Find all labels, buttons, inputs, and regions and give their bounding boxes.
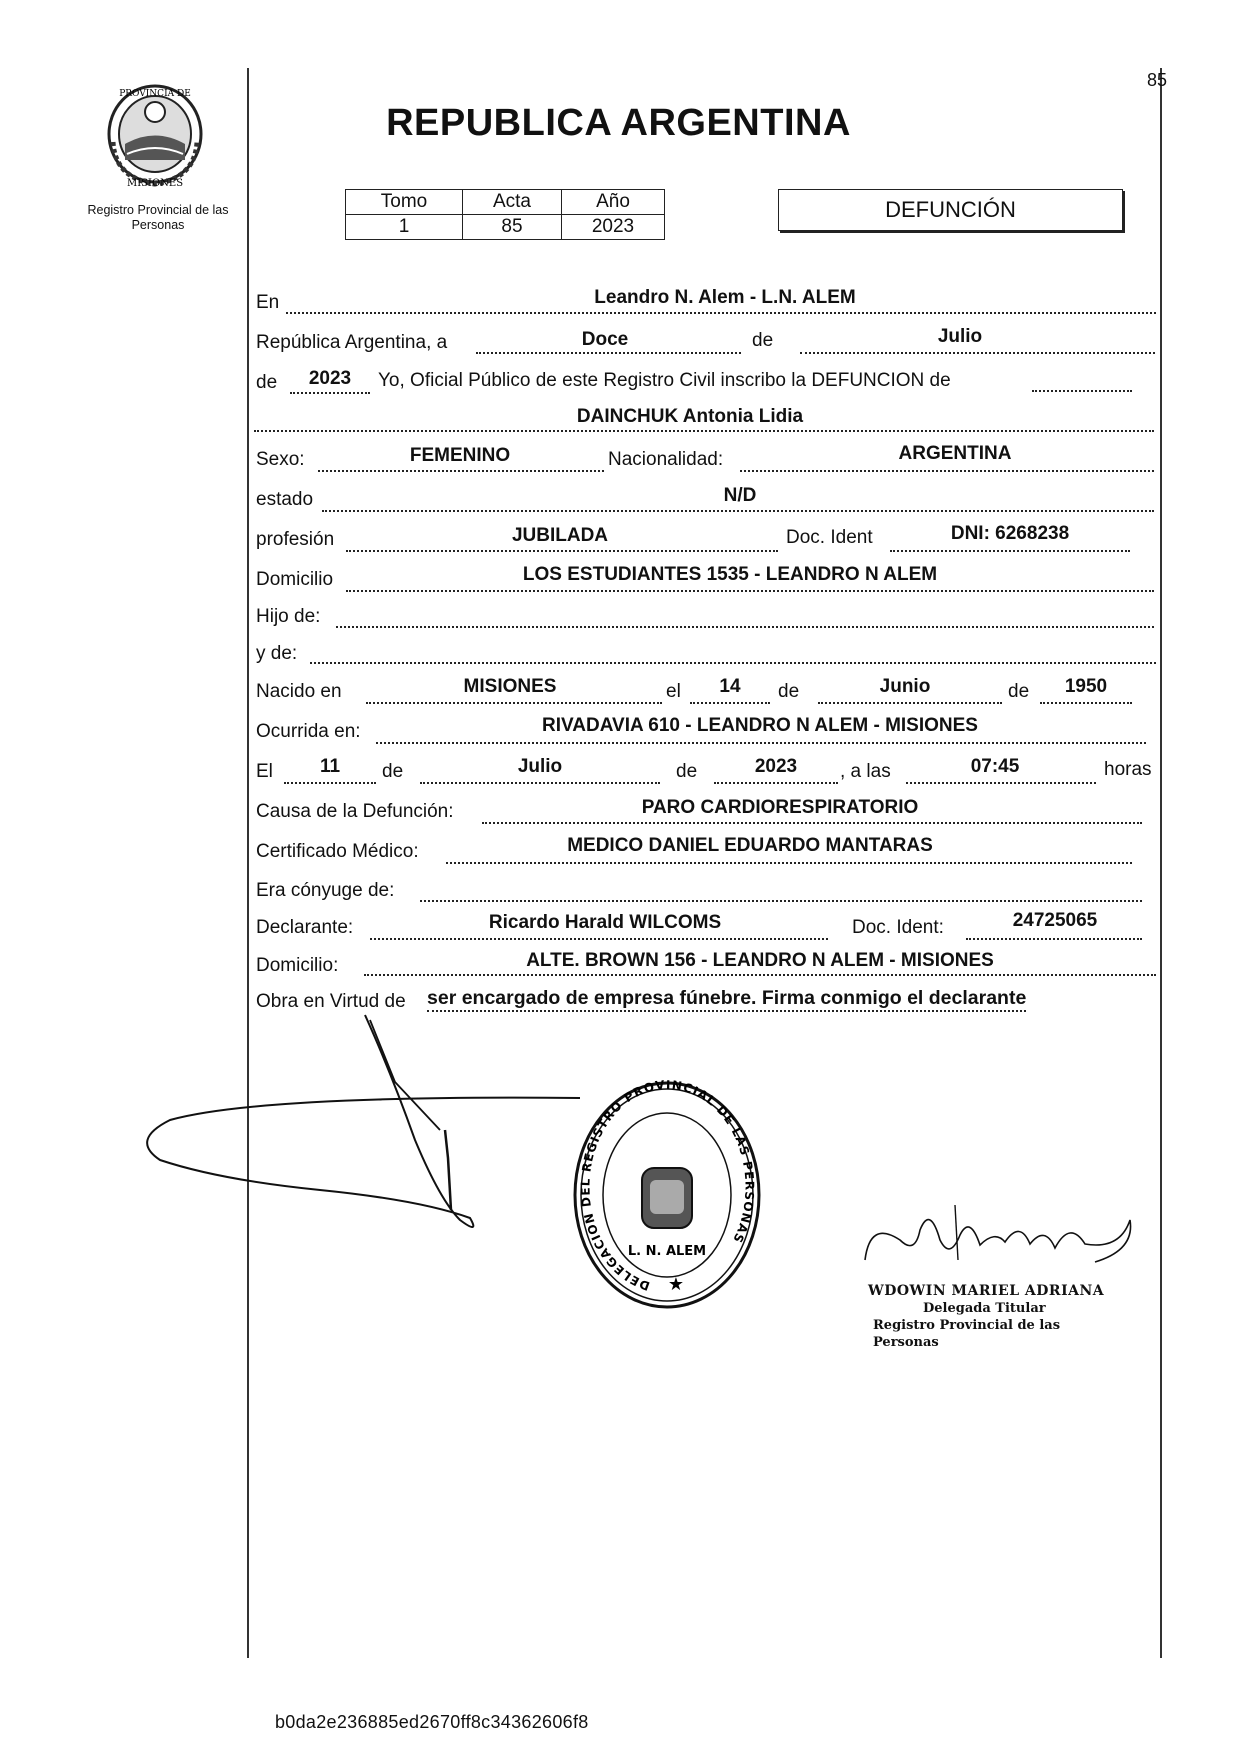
line-en	[286, 312, 1156, 314]
value-declarante: Ricardo Harald WILCOMS	[488, 912, 722, 933]
line-nombre-start	[1032, 390, 1132, 392]
line-dia	[476, 352, 741, 354]
record-type-box: DEFUNCIÓN	[778, 189, 1123, 231]
line-estado	[322, 510, 1154, 512]
line-mes	[800, 352, 1155, 354]
registry-name: Registro Provincial de las Personas	[87, 203, 229, 232]
value-def-mes: Julio	[517, 756, 563, 777]
line-causa	[482, 822, 1142, 824]
label-de-5: de	[382, 761, 404, 782]
value-declarante-domicilio: ALTE. BROWN 156 - LEANDRO N ALEM - MISIONES	[526, 950, 994, 971]
value-domicilio: LOS ESTUDIANTES 1535 - LEANDRO N ALEM	[522, 564, 938, 585]
value-doc: DNI: 6268238	[950, 523, 1070, 544]
value-nombre: DAINCHUK Antonia Lidia	[576, 406, 804, 427]
page-title: REPUBLICA ARGENTINA	[386, 102, 851, 144]
line-domicilio-declarante	[364, 974, 1156, 976]
label-doc-ident-declarante: Doc. Ident:	[852, 917, 944, 938]
value-def-hora: 07:45	[970, 756, 1020, 777]
label-certificado: Certificado Médico:	[256, 841, 419, 862]
label-yo-oficial: Yo, Oficial Público de este Registro Civil inscribo la DEFUNCION de	[378, 370, 951, 391]
line-nacido-en	[366, 702, 662, 704]
label-nacionalidad: Nacionalidad:	[608, 449, 724, 470]
value-anio: 2023	[308, 368, 352, 389]
line-nac-mes	[818, 702, 1002, 704]
label-estado: estado	[256, 489, 314, 510]
line-nac-anio	[1040, 702, 1132, 704]
value-anio: 2023	[562, 215, 665, 240]
officer-signature-block	[868, 1283, 1128, 1351]
label-domicilio: Domicilio	[256, 569, 334, 590]
line-certificado	[446, 862, 1132, 864]
line-sexo	[318, 470, 604, 472]
label-el-cap: El	[256, 761, 273, 782]
label-ocurrida-en: Ocurrida en:	[256, 721, 361, 742]
value-def-dia: 11	[319, 756, 341, 777]
delegation-stamp	[572, 1077, 762, 1310]
value-acta: 85	[463, 215, 562, 240]
value-mes: Julio	[937, 326, 983, 347]
value-nac-dia: 14	[719, 676, 741, 697]
line-nombre	[254, 430, 1154, 432]
label-sexo: Sexo:	[256, 449, 305, 470]
line-nacionalidad	[740, 470, 1154, 472]
label-republica: República Argentina, a	[256, 332, 448, 353]
left-margin-line	[247, 68, 249, 1658]
line-def-dia	[284, 782, 376, 784]
line-declarante-doc	[966, 938, 1142, 940]
label-de-3: de	[778, 681, 800, 702]
value-tomo: 1	[346, 215, 463, 240]
label-en: En	[256, 292, 280, 313]
right-margin-line	[1160, 68, 1162, 1658]
label-obra-en-virtud: Obra en Virtud de	[256, 991, 406, 1012]
value-lugar: Leandro N. Alem - L.N. ALEM	[594, 287, 856, 308]
label-de-6: de	[676, 761, 698, 782]
value-estado: N/D	[723, 485, 757, 506]
svg-text:MISIONES: MISIONES	[126, 178, 184, 189]
svg-text:PROVINCIA DE: PROVINCIA DE	[119, 89, 191, 99]
value-nacionalidad: ARGENTINA	[898, 443, 1012, 464]
label-de-1: de	[752, 330, 774, 351]
svg-text:★: ★	[667, 1274, 685, 1294]
record-reference-table	[345, 189, 665, 240]
line-def-hora	[906, 782, 1096, 784]
line-doc	[890, 550, 1130, 552]
line-profesion	[346, 550, 778, 552]
label-el: el	[666, 681, 681, 702]
label-horas: horas	[1104, 759, 1152, 780]
label-de-2: de	[256, 372, 278, 393]
line-ocurrida-en	[376, 742, 1146, 744]
line-conyuge	[420, 900, 1142, 902]
officer-office: Registro Provincial de las Personas	[873, 1318, 1061, 1350]
declarant-signature	[140, 1010, 590, 1240]
value-dia-texto: Doce	[581, 329, 629, 350]
value-certificado: MEDICO DANIEL EDUARDO MANTARAS	[567, 835, 933, 856]
header-acta: Acta	[463, 190, 562, 215]
value-causa: PARO CARDIORESPIRATORIO	[641, 797, 919, 818]
label-causa: Causa de la Defunción:	[256, 801, 454, 822]
label-conyuge: Era cónyuge de:	[256, 880, 395, 901]
value-obra-texto: ser encargado de empresa fúnebre. Firma conmigo el declarante	[427, 987, 1026, 1012]
svg-text:L. N. ALEM: L. N. ALEM	[627, 1244, 707, 1259]
line-hijo-de	[336, 626, 1154, 628]
value-declarante-doc: 24725065	[1012, 910, 1098, 931]
value-profesion: JUBILADA	[511, 525, 609, 546]
line-def-mes	[420, 782, 660, 784]
label-de-4: de	[1008, 681, 1030, 702]
line-def-anio	[714, 782, 838, 784]
document-hash: b0da2e236885ed2670ff8c34362606f8	[275, 1712, 589, 1732]
svg-text:DELEGACION DEL REGISTRO PROVIN: DELEGACION DEL REGISTRO PROVINCIAL DE LAS PERSONAS	[578, 1077, 757, 1294]
label-a-las: , a las	[840, 761, 891, 782]
label-doc-ident: Doc. Ident	[786, 527, 873, 548]
officer-name: WDOWIN MARIEL ADRIANA	[868, 1283, 1105, 1299]
line-declarante	[370, 938, 828, 940]
line-domicilio	[346, 590, 1154, 592]
page-number: 85	[1146, 70, 1167, 90]
value-nacido-en: MISIONES	[463, 676, 557, 697]
officer-title: Delegada Titular	[923, 1301, 1046, 1316]
value-sexo: FEMENINO	[409, 445, 511, 466]
value-nac-mes: Junio	[879, 676, 931, 697]
label-declarante: Declarante:	[256, 917, 354, 938]
header-anio: Año	[562, 190, 665, 215]
label-y-de: y de:	[256, 643, 298, 664]
label-domicilio-declarante: Domicilio:	[256, 955, 339, 976]
line-anio	[290, 392, 370, 394]
label-profesion: profesión	[256, 529, 335, 550]
line-y-de	[310, 662, 1156, 664]
value-def-anio: 2023	[754, 756, 798, 777]
value-nac-anio: 1950	[1064, 676, 1108, 697]
value-ocurrida-en: RIVADAVIA 610 - LEANDRO N ALEM - MISIONES	[542, 715, 978, 736]
line-nac-dia	[690, 702, 770, 704]
label-nacido-en: Nacido en	[256, 681, 342, 702]
header-tomo: Tomo	[346, 190, 463, 215]
officer-signature	[860, 1200, 1140, 1280]
label-hijo-de: Hijo de:	[256, 606, 321, 627]
